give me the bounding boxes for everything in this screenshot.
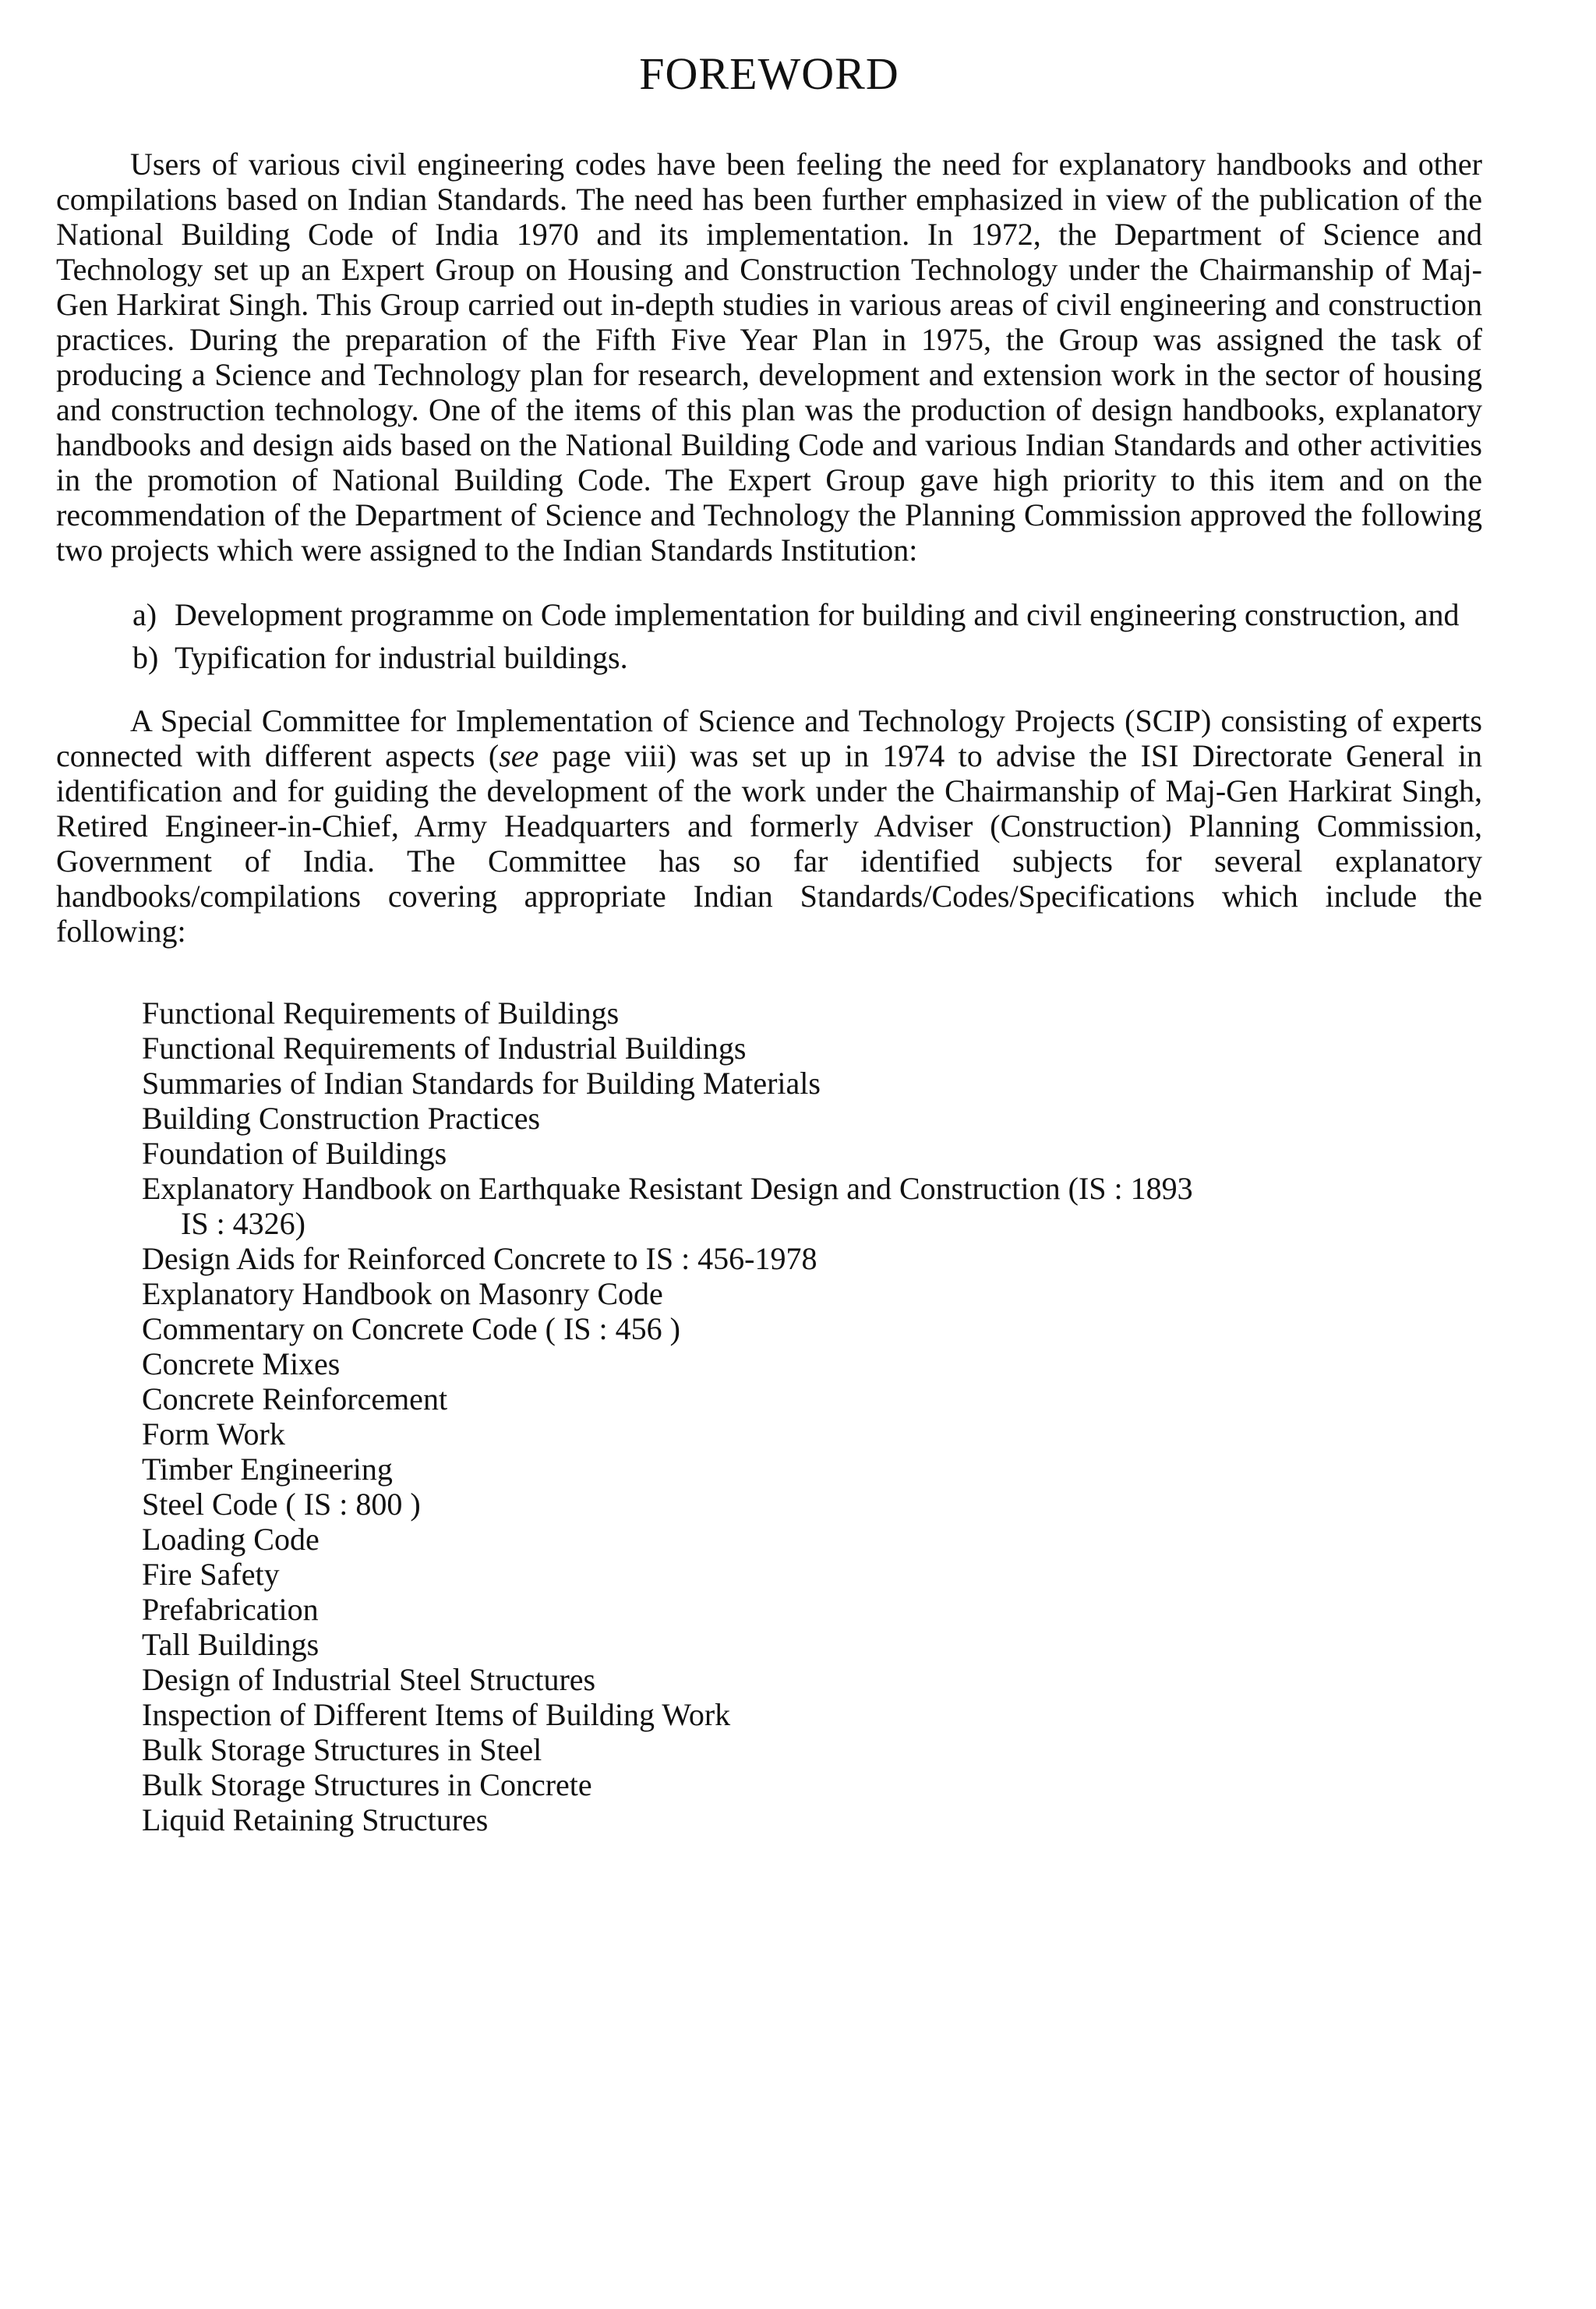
topic-item: Form Work [142, 1416, 285, 1452]
paragraph-2-part-1: A Special Committee for Implementation of Science and Technology Projects (SCIP) consisting of experts connected with different aspects ( [56, 702, 1482, 773]
project-text: Development programme on Code implementation for building and civil engineering construction, and [175, 596, 1460, 632]
project-item-a [56, 597, 1482, 632]
topic-item: Summaries of Indian Standards for Building Materials [142, 1065, 821, 1101]
topic-item: Tall Buildings [142, 1626, 320, 1662]
topic-item-earthquake [56, 1171, 1482, 1241]
topic-item: Inspection of Different Items of Building Work [142, 1696, 731, 1732]
topic-item: Bulk Storage Structures in Concrete [142, 1766, 592, 1802]
topic-item: Functional Requirements of Buildings [142, 995, 620, 1031]
topic-item: Concrete Mixes [142, 1345, 341, 1381]
topic-item: Functional Requirements of Industrial Buildings [142, 1030, 747, 1066]
project-marker: b) [132, 639, 159, 675]
topic-item: Concrete Reinforcement [142, 1381, 448, 1416]
topic-item: Foundation of Buildings [142, 1135, 447, 1171]
topic-item: Fire Safety [142, 1556, 280, 1592]
see-reference: see [499, 737, 539, 773]
topic-item: Prefabrication [142, 1591, 319, 1627]
handbook-topic-list [56, 995, 1482, 1837]
topic-item: Loading Code [142, 1521, 320, 1557]
topic-item: Building Construction Practices [142, 1100, 541, 1136]
topic-item: Steel Code ( IS : 800 ) [142, 1486, 421, 1522]
foreword-paragraph-1: Users of various civil engineering codes have been feeling the need for explanatory handbooks and other compilations based on Indian Standards. The need has been further emphasized in view of the publication of the National Building Code of India 1970 and its implementation. In 1972, the Department of Science and Technology set up an Expert Group on Housing and Construction Technology under the Chairmanship of Maj-Gen Harkirat Singh. This Group carried out in-depth studies in various areas of civil engineering and construction practices. During the preparation of the Fifth Five Year Plan in 1975, the Group was assigned the task of producing a Science and Technology plan for research, development and extension work in the sector of housing and construction technology. One of the items of this plan was the production of design handbooks, explanatory handbooks and design aids based on the National Building Code and various Indian Standards and other activities in the promotion of National Building Code. The Expert Group gave high priority to this item and on the recommendation of the Department of Science and Technology the Planning Commission approved the following two projects which were assigned to the Indian Standards Institution: [56, 146, 1482, 568]
document-page [56, 47, 1482, 1837]
foreword-paragraph-2 [56, 703, 1482, 949]
topic-item: Design Aids for Reinforced Concrete to IS : 456-1978 [142, 1240, 817, 1276]
topic-earthquake-line-1: Explanatory Handbook on Earthquake Resistant Design and Construction (IS : 1893 [142, 1170, 1193, 1206]
topic-item: Bulk Storage Structures in Steel [142, 1731, 542, 1767]
project-marker: a) [132, 596, 157, 632]
paragraph-2-part-2: page viii) was set up in 1974 to advise the ISI Directorate General in identification and for guiding the development of the work under the Chairmanship of Maj-Gen Harkirat Singh, Retired Engineer-in-Chief, Army Headquarters and formerly Adviser (Construction) Planning Commission, Government of India. The Committee has so far identified subjects for several explanatory handbooks/compilations covering appropriate Indian Standards/Codes/Specifications which include the following: [56, 737, 1482, 949]
topic-item: Explanatory Handbook on Masonry Code [142, 1275, 663, 1311]
topic-item: Commentary on Concrete Code ( IS : 456 ) [142, 1310, 680, 1346]
project-text: Typification for industrial buildings. [175, 639, 628, 675]
topic-item: Timber Engineering [142, 1451, 393, 1487]
project-list [56, 597, 1482, 675]
page-title: FOREWORD [639, 48, 899, 99]
topic-item: Design of Industrial Steel Structures [142, 1661, 596, 1697]
topic-earthquake-line-2: IS : 4326) [181, 1205, 305, 1241]
project-item-b [56, 640, 1482, 675]
topic-item: Liquid Retaining Structures [142, 1802, 489, 1837]
